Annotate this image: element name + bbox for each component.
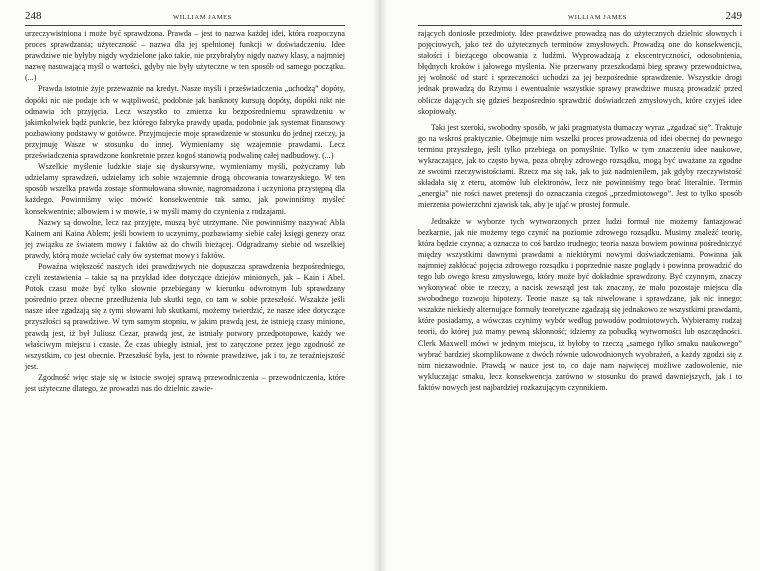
left-page-header [25, 9, 345, 23]
left-paragraph-4: Nazwy są dowolne, lecz raz przyjęte, muszą być utrzymane. Nie powinniśmy nazywać Abla Kainem ani Kaina Ablem; jeśli bowiem to uczynimy, pozbawiamy siebie całej księgi genezy oraz jej związku ze światem mowy i faktów aż do chwili bieżącej. Odgradzamy siebie od wszelkiej prawdy, którą może wcielać cały ów systemat mowy i faktów. [25, 217, 345, 260]
left-paragraph-5: Powaźna większość naszych idei prawdziwych nie dopuszcza sprawdzenia bezpośredniego, czyli zestawienia – takie są na przykład idee dotyczące dziejów minionych, jak – Kain i Abel. Potok czasu może być tylko słownie przebiegany w kierunku odwrotnym lub sprawdzany pośrednio przez obecne przedłużenia lub skutki tego, co tam w sobie przeszłość. Wszakże jeśli nasze idee zgadzają się z tymi słowami lub skutkami, możemy twierdzić, że nasze idee dotyczące przyszłości są prawdziwe. W tym samym stopniu, w jakim prawdą jest, że istnieją czasy minione, prawdą jest, iż był Juliusz Cezar, prawdą jest, że istniały potwory przedpotopowe, każdy we właściwym miejscu i czasie. Że czas ubiegły istniał, jest to zaręczone przez jego zgodność ze wszystkim, co jest obecnie. Przeszłość była, jest to równie prawdziwe, jak i to, że teraźniejszość jest. [25, 261, 345, 371]
right-page-body [418, 28, 742, 393]
right-paragraph-1: rających doniosłe przedmioty. Idee prawdziwe prowadzą nas do użytecznych dzielnic słownych i pojęciowych, jako też do użytecznych terminów zmysłowych. Prowadzą one do konsekwencji, stałości i bieżącego obcowania z ludźmi. Wyprowadzają z ekscentryczności, odosobnienia, błędnych kroków i jałowego myślenia. Nie przerwany przeszkodami bieg sprawy przewodnictwa, jej wolność od starć i sprzeczności uchodzi za jej bezpośrednie sprawdzenie. Wszystkie drogi jednak prowadzą do Rzymu i ewentualnie wszystkie sprawy prawdziwe muszą prowadzić przed oblicze dających się gdzieś bezpośrednio sprawdzić doświadczeń zmysłowych, które czyjeś idee skopiowały. [418, 29, 742, 116]
left-page-number: 248 [25, 10, 42, 22]
right-page-number: 249 [725, 10, 742, 22]
right-paragraph-2: Taki jest szeroki, swobodny sposób, w jaki pragmatysta tłumaczy wyraz „zgadzać się”. Traktuje go na wskroś praktycznie. Obejmuje nim wszelki proces prowadzenia od idei obecnej do pewnego terminu przyszłego, jeśli tylko przebiega on pomyślnie. Tylko w tym znaczeniu idee naukowe, wykraczające, jak to często bywa, poza obręby zdrowego rozsądku, mogą być uważane za zgodne ze swoimi rzeczywistościami. Rzecz ma się tak, jak to już nadmieniłem, jak gdyby rzeczywistość składała się z eteru, atomów lub elektronów, lecz nie powinniśmy tego brać literalnie. Termin „energia” nie rości nawet pretensji do oznaczania czegoś „przedmiotowego”. Jest to tylko sposób mierzenia powierzchni zjawisk tak, aby je ująć w prostej formule. [418, 122, 742, 210]
left-running-head: WILLIAM JAMES [173, 14, 232, 21]
left-header-rule [25, 25, 345, 26]
left-paragraph-1: urzeczywistniona i może być sprawdzona. Prawda – jest to nazwa każdej idei, która rozpoczyna proces sprawdzania; użyteczność – nazwa dla jej spełnionej funkcji w doświadczeniu. Idee prawdziwe nie byłyby nigdy wydzielone jako takie, nie przybrałyby nigdy nazwy klasy, a najmniej nazwę nasuwającą myśl o wartości, gdyby nie były użyteczne w ten sposób od samego początku. (...) [25, 29, 345, 83]
right-paragraph-3: Jednakże w wyborze tych wytworzonych przez ludzi formuł nie możemy fantazjować bezkarnie, jak nie możemy tego czynić na poziomie zdrowego rozsądku. Musimy znaleźć teorię, która będzie czynna; a oznacza to coś bardzo trudnego; teoria nasza bowiem powinna pośredniczyć między wszystkimi dawnymi prawdami a niektórymi nowymi doświadczeniami. Powinna jak najmniej zakłócać pojęcia zdrowego rozsądku i poprzednie nasze poglądy i powinna prowadzić do tego lub owego kresu zmysłowego, który może być dokładnie sprawdzony. Być czynnym, znaczy wykonywać obie te rzeczy, a nacisk zewsząd jest tak znaczny, że mało pozostaje miejsca dla swobodnego rozwoju hipotezy. Teorie nasze są tak niwelowane i sprawdzane, jak nic innego; wszakże niekiedy alternujące formuły teoretyczne zgadzają się jednakowo ze wszystkimi prawdami, które posiadamy, a wówczas czynimy wybór według powodów podmiotowych. Wybieramy rodzaj teorii, do której już mamy pewną skłonność; idziemy za pobudką wytworności lub oszczędności. Clerk Maxwell mówi w jednym miejscu, iż byłoby to rzeczą „samego tylko smaku naukowego” wybrać bardziej skomplikowane z dwóch równie udowodnionych wyobrażeń, a każdy zgodzi się z nim niezawodnie. Prawdą w nauce jest to, co daje nam najwięcej możliwe zadowolenie, nie wykluczając smaku, lecz konsekwencja zarówno w stosunku do prawd dawniejszych, jak i to faktów nowych jest najbardziej rozkazującym czynnikiem. [418, 216, 742, 392]
left-paragraph-2: Prawda istotnie żyje przeważnie na kredyt. Nasze myśli i przeświadczenia „uchodzą” dopóty, dopóki nic nie podaje ich w wątpliwość, podobnie jak banknoty kursują dopóty, dopóki nikt nie odmawia ich przyjęcia. Lecz wszystko to zmierza ku bezpośredniemu sprawdzeniu w jakimkolwiek bądź punkcie, bez którego fabryka prawdy upada, podobnie jak systemat finansowy pozbawiony podstawy w gotówce. Przyjmujecie moje sprawdzenie w stosunku do jednej rzeczy, ja przyjmuję Wasze w stosunku do innej. Wymieniamy się wzajemnie prawdami. Lecz przeświadczenia sprawdzone konkretnie przez kogoś stanowią podwalinę całej nadbudowy. (...) [25, 84, 345, 161]
left-paragraph-6: Zgodność więc staje się w istocie swojej sprawą przewodniczenia – przewodniczenia, które jest użyteczne dlatego, że prowadzi nas do dzielnic zawie- [25, 372, 345, 393]
left-paragraph-3: Wszelkie myślenie ludzkie staje się dyskursywne, wymieniamy myśli, pożyczamy lub udzielamy sprawdzeń, udzielamy ich sobie wzajemnie drogą obcowania towarzyskiego. W ten sposób wszelka prawda zostaje sformułowana słownie, nagromadzona i uczyniona przystępną dla każdego. Powinniśmy więc mówić konsekwentnie tak samo, jak powinniśmy myśleć konsekwentnie; albowiem i w mowie, i w myśli mamy do czynienia z rodzajami. [25, 162, 345, 216]
right-header-rule [418, 25, 742, 26]
left-page-body [25, 28, 345, 394]
right-page [380, 0, 760, 571]
right-page-header [418, 9, 742, 23]
right-running-head: WILLIAM JAMES [568, 14, 627, 21]
